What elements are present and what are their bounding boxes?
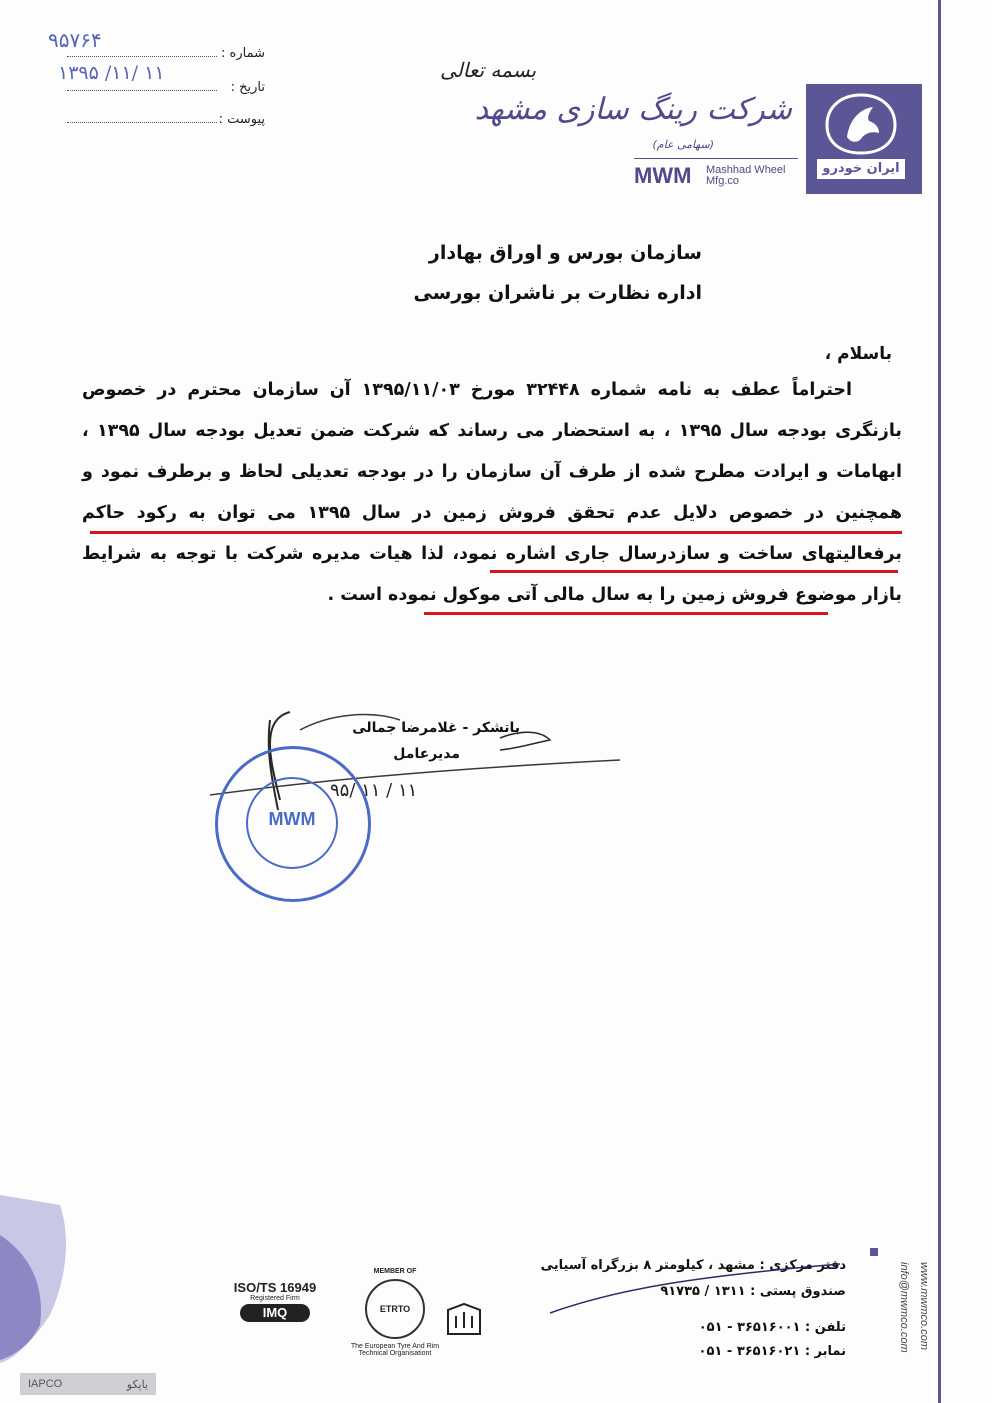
addressee-line2: اداره نظارت بر ناشران بورسی [413,282,702,304]
basmala: بسمه تعالی [440,58,537,82]
number-value: ۹۵۷۶۴ [48,28,102,52]
footer-address-line2: صندوق پستی : ۱۳۱۱ / ۹۱۷۳۵ [660,1284,846,1299]
imq-text: IMQ [262,1305,288,1320]
email: info@mwmco.com [898,1262,910,1353]
attachment-dots [67,110,217,123]
number-label: شماره : [221,46,265,61]
standard-mark-icon [444,1302,484,1338]
etrto-caption-1: The European Tyre And Rim [350,1343,440,1350]
page-curl-decoration [0,1195,80,1365]
company-stamp [215,746,371,902]
greeting: باسلام ، [824,344,892,364]
etrto-text: ETRTO [379,1304,411,1314]
iapco-en: IAPCO [28,1378,63,1390]
company-type: (سهامی عام) [652,138,714,151]
attachment-field [40,110,265,127]
footer-scribble [540,1258,860,1318]
iran-khodro-logo [806,84,922,194]
iso-cert-badge [230,1280,320,1322]
etrto-circle [365,1279,425,1339]
etrto-badge [335,1268,455,1357]
parent-logo-text: ایران خودرو [822,161,900,176]
header-rule [634,158,798,159]
stamp-inner-ring [246,777,338,869]
member-of: MEMBER OF [373,1268,417,1275]
stamp-center-text: MWM [268,809,316,829]
letter-body [82,370,902,616]
right-margin-rule [938,0,941,1403]
company-abbr: MWM [634,163,692,188]
iapco-mark [20,1373,156,1395]
highlight-line-2 [490,570,898,573]
highlight-line-1 [90,531,902,534]
highlight-line-3 [424,612,828,615]
website: www.mwmco.com [918,1262,930,1351]
company-name-fa: شرکت رینگ سازی مشهد [474,92,792,127]
imq-logo [240,1304,310,1322]
signature-date: ۹۵/ ۱۱ / ۱۱ [330,780,418,801]
footer-phone: تلفن : ۳۶۵۱۶۰۰۱ - ۰۵۱ [698,1320,846,1335]
iso-title: ISO/TS 16949 [233,1280,317,1295]
company-name-en [706,165,786,187]
attachment-label: پیوست : [218,112,265,127]
signer-name: باتشکر - غلامرضا جمالی [352,720,520,736]
footer-fax: نمابر : ۳۶۵۱۶۰۲۱ - ۰۵۱ [698,1344,846,1359]
company-name-en-line2: Mfg.co [706,175,740,187]
iapco-fa: یاپکو [126,1378,148,1391]
etrto-caption-2: Technical Organisationt [358,1350,432,1357]
footer-square-bullet [870,1248,878,1256]
addressee-line1: سازمان بورس و اوراق بهادار [428,242,702,264]
signer-title: مدیرعامل [393,746,460,762]
iso-sub: Registered Firm [250,1295,300,1302]
date-value: ۱۳۹۵ /۱۱/ ۱۱ [58,62,165,84]
footer-address-line1: دفتر مرکزی : مشهد ، کیلومتر ۸ بزرگراه آسیایی [540,1258,846,1273]
body-paragraph: احتراماً عطف به نامه شماره ۳۲۴۴۸ مورخ ۱۳۹۵/۱۱/۰۳ آن سازمان محترم در خصوص بازنگری بودجه سال ۱۳۹۵ ، به استحضار می رساند که شرکت ضمن تعدیل بودجه سال ۱۳۹۵ ، ابهامات و ایرادت مطرح شده از طرف آن سازمان را در بودجه تعدیلی لحاظ و برطرف نمود و همچنین در خصوص دلایل عدم تحقق فروش زمین در سال ۱۳۹۵ می توان به رکود حاکم برفعالیتهای ساخت و سازدرسال جاری اشاره نمود، لذا هیات مدیره شرکت با توجه به شرایط بازار موضوع فروش زمین را به سال مالی آتی موکول نموده است . [82,380,903,605]
company-name-en-line1: Mashhad Wheel [706,164,786,176]
date-label: تاریخ : [230,80,265,95]
